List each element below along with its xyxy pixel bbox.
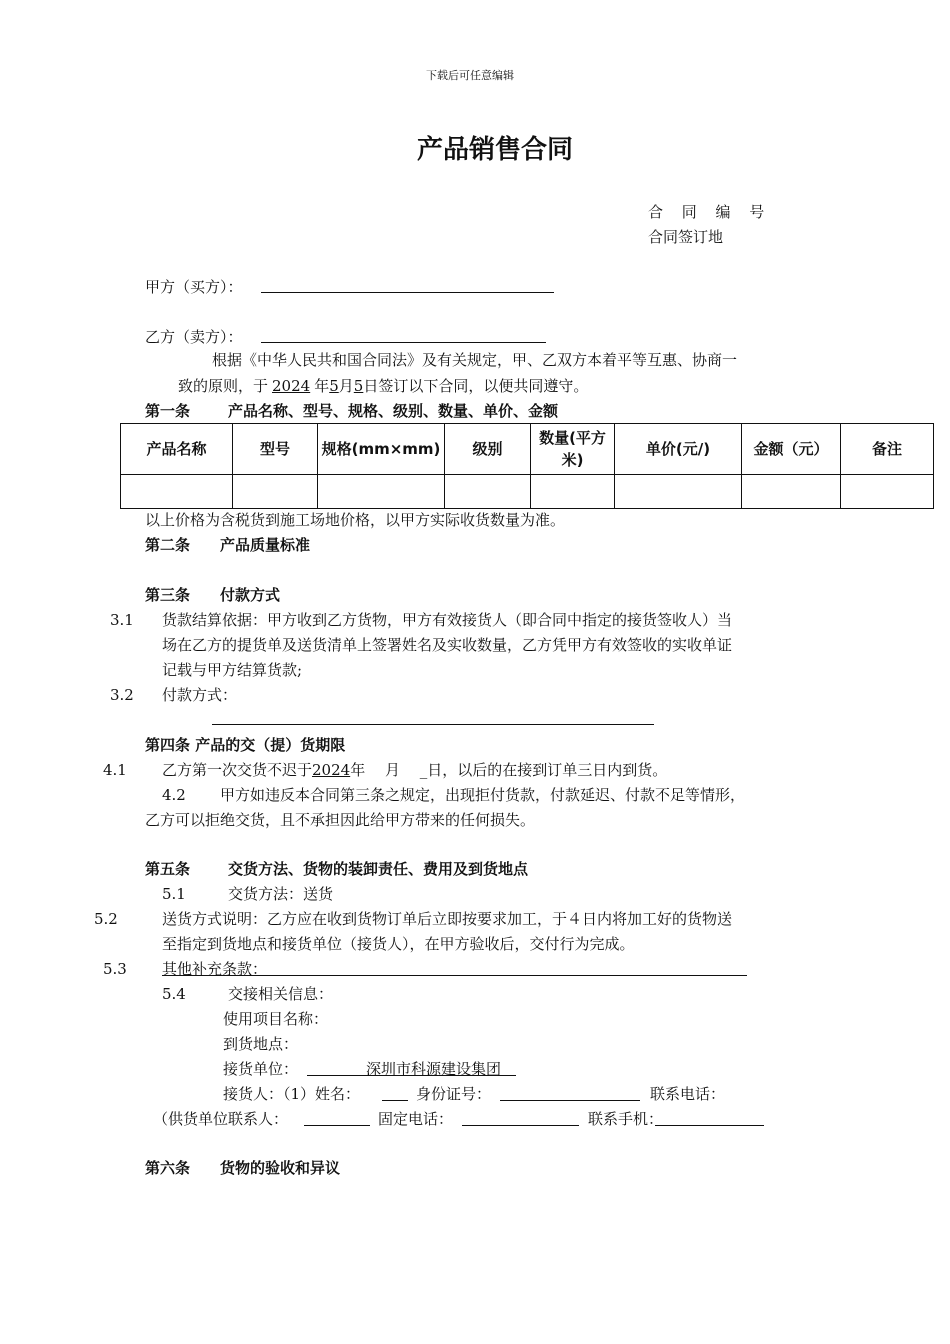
table-cell[interactable]	[615, 475, 742, 509]
mobile-label: 联系手机：	[588, 1110, 664, 1128]
clause-4-2-line-2: 乙方可以拒绝交货，且不承担因此给甲方带来的任何损失。	[145, 811, 536, 829]
intro-line-2	[178, 376, 588, 396]
clause-5-4-number: 5.4	[162, 985, 186, 1003]
article-2-title: 产品质量标准	[220, 536, 311, 554]
contract-number-label: 合 同 编 号	[648, 203, 772, 221]
clause-3-1-line-3: 记载与甲方结算货款;	[162, 661, 303, 679]
clause-4-1-prefix: 乙方第一次交货不迟于	[162, 761, 313, 779]
receiver-name-field[interactable]	[382, 1100, 408, 1101]
column-header: 数量(平方米)	[531, 424, 615, 475]
clause-3-1-number: 3.1	[110, 611, 134, 629]
intro-month: 5	[329, 377, 339, 395]
article-4-title: 第四条 产品的交（提）货期限	[145, 736, 346, 754]
fixed-phone-label: 固定电话：	[378, 1110, 454, 1128]
clause-5-1-number: 5.1	[162, 885, 186, 903]
party-a-field[interactable]	[261, 292, 554, 293]
table-cell[interactable]	[742, 475, 841, 509]
product-table	[120, 423, 934, 509]
price-note: 以上价格为含税货到施工场地价格，以甲方实际收货数量为准。	[145, 511, 566, 529]
intro-day: 5	[353, 377, 364, 395]
project-name-label: 使用项目名称：	[223, 1010, 329, 1028]
table-cell[interactable]	[445, 475, 531, 509]
article-3-number: 第三条	[145, 586, 191, 604]
id-number-field[interactable]	[500, 1100, 640, 1101]
article-1-title: 产品名称、型号、规格、级别、数量、单价、金额	[228, 402, 559, 420]
header-note: 下载后可任意编辑	[426, 69, 514, 82]
fixed-phone-field[interactable]	[462, 1125, 579, 1126]
receiver-unit-label: 接货单位：	[223, 1060, 299, 1078]
article-6-title: 货物的验收和异议	[220, 1159, 341, 1177]
column-header: 单价(元/)	[615, 424, 742, 475]
table-row	[121, 475, 934, 509]
party-a-label: 甲方（买方）：	[145, 278, 243, 296]
intro-year-unit: 年	[314, 377, 330, 395]
clause-5-1-text: 交货方法：送货	[228, 885, 334, 903]
party-b-label: 乙方（卖方）：	[145, 328, 243, 346]
supplier-contact-label: （供货单位联系人：	[153, 1110, 289, 1128]
id-number-label: 身份证号：	[416, 1085, 492, 1103]
intro-prefix: 致的原则，于	[178, 377, 269, 395]
clause-4-1-year: 2024	[312, 761, 351, 779]
table-cell[interactable]	[531, 475, 615, 509]
column-header: 产品名称	[121, 424, 233, 475]
clause-5-4-text: 交接相关信息：	[228, 985, 334, 1003]
supplementary-terms-field[interactable]	[162, 975, 747, 976]
table-cell[interactable]	[233, 475, 318, 509]
clause-4-1-suffix: 年 月 _日，以后的在接到订单三日内到货。	[350, 761, 668, 779]
mobile-field[interactable]	[655, 1125, 764, 1126]
article-2-number: 第二条	[145, 536, 191, 554]
clause-4-2-number: 4.2	[162, 786, 186, 804]
clause-4-1-number: 4.1	[103, 761, 127, 779]
party-b-field[interactable]	[261, 342, 546, 343]
article-5-number: 第五条	[145, 860, 191, 878]
receiver-phone-label: 联系电话：	[650, 1085, 726, 1103]
clause-4-2-line-1: 甲方如违反本合同第三条之规定，出现拒付货款，付款延迟、付款不足等情形，	[220, 786, 746, 804]
clause-3-1-line-2: 场在乙方的提货单及送货清单上签署姓名及实收数量，乙方凭甲方有效签收的实收单证	[162, 636, 733, 654]
payment-method-field[interactable]	[212, 724, 654, 725]
receiver-unit-value: 深圳市科源建设集团	[366, 1060, 502, 1078]
clause-3-2-number: 3.2	[110, 686, 134, 704]
column-header: 金额（元）	[742, 424, 841, 475]
column-header: 型号	[233, 424, 318, 475]
clause-5-3-number: 5.3	[103, 960, 127, 978]
clause-3-2-text: 付款方式：	[162, 686, 238, 704]
clause-5-2-number: 5.2	[94, 910, 118, 928]
clause-5-3-text: 其他补充条款：	[162, 960, 268, 978]
table-cell[interactable]	[121, 475, 233, 509]
receiver-name-label: 接货人：（1）姓名：	[223, 1085, 361, 1103]
clause-5-2-line-2: 至指定到货地点和接货单位（接货人），在甲方验收后，交付行为完成。	[162, 935, 635, 953]
article-1-number: 第一条	[145, 402, 191, 420]
table-cell[interactable]	[318, 475, 445, 509]
supplier-contact-field[interactable]	[304, 1125, 370, 1126]
column-header: 备注	[841, 424, 934, 475]
column-header: 规格(mm×mm)	[318, 424, 445, 475]
contract-place-label: 合同签订地	[648, 228, 724, 246]
article-6-number: 第六条	[145, 1159, 191, 1177]
clause-5-2-line-1: 送货方式说明：乙方应在收到货物订单后立即按要求加工，于４日内将加工好的货物送	[162, 910, 733, 928]
table-cell[interactable]	[841, 475, 934, 509]
intro-line-1: 根据《中华人民共和国合同法》及有关规定，甲、乙双方本着平等互惠、协商一	[212, 351, 738, 369]
clause-4-1-text	[162, 760, 667, 780]
article-3-title: 付款方式	[220, 586, 281, 604]
intro-year: 2024	[272, 377, 311, 395]
intro-month-unit: 月	[338, 377, 354, 395]
intro-suffix: 日签订以下合同，以便共同遵守。	[363, 377, 589, 395]
column-header: 级别	[445, 424, 531, 475]
clause-3-1-line-1: 货款结算依据：甲方收到乙方货物，甲方有效接货人（即合同中指定的接货签收人）当	[162, 611, 733, 629]
article-5-title: 交货方法、货物的装卸责任、费用及到货地点	[228, 860, 529, 878]
arrival-location-label: 到货地点：	[223, 1035, 299, 1053]
page-title: 产品销售合同	[417, 135, 574, 165]
table-header-row	[121, 424, 934, 475]
